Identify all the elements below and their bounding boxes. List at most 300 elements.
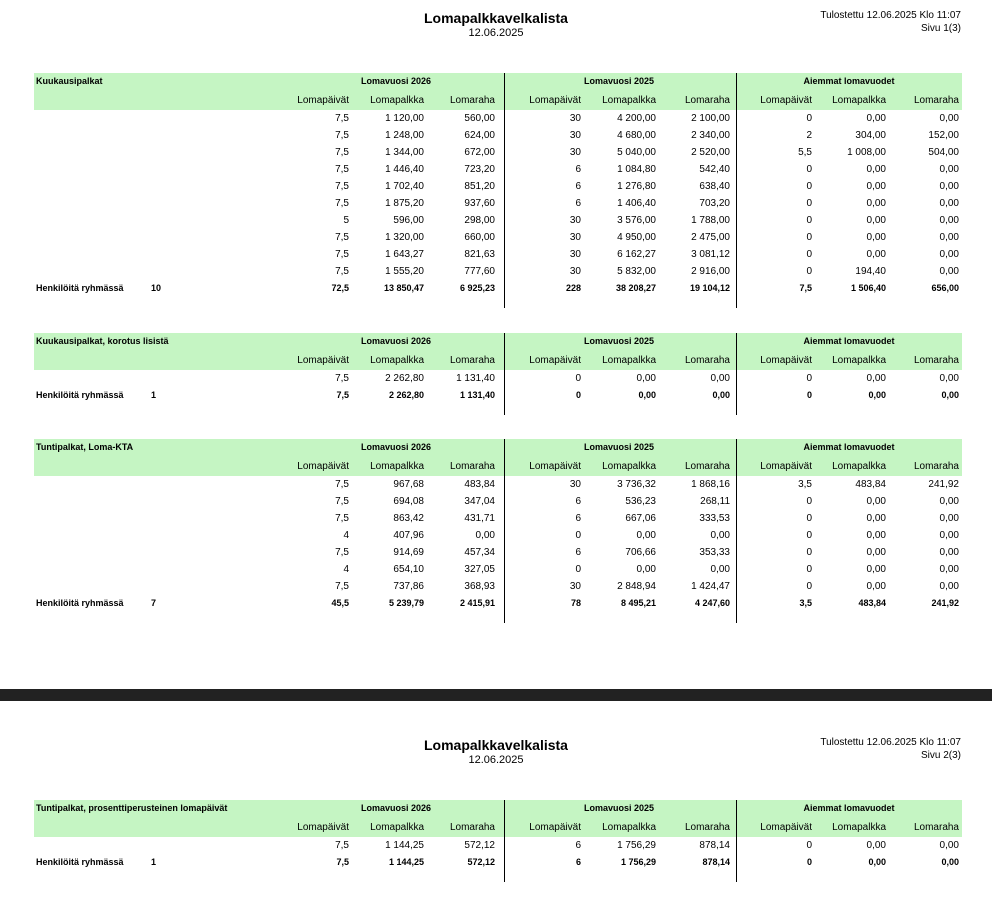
year-header: Lomavuosi 2026 xyxy=(360,803,432,813)
column-header: Lomapalkka xyxy=(370,95,424,106)
group-name: Kuukausipalkat, korotus lisistä xyxy=(36,336,169,346)
table-cell: 6 xyxy=(575,513,581,524)
table-cell: 0,00 xyxy=(710,530,730,541)
table-cell: 0 xyxy=(806,564,812,575)
table-cell: 4 xyxy=(343,530,349,541)
column-header: Lomapalkka xyxy=(602,355,656,366)
table-cell: 0 xyxy=(806,198,812,209)
table-cell: 0 xyxy=(806,249,812,260)
table-row xyxy=(34,246,962,263)
table-cell: 3 576,00 xyxy=(617,215,656,226)
year-header: Aiemmat lomavuodet xyxy=(803,336,895,346)
table-cell: 0 xyxy=(806,181,812,192)
table-cell: 5 xyxy=(343,215,349,226)
table-cell: 0 xyxy=(806,266,812,277)
column-header: Lomaraha xyxy=(684,461,730,472)
table-cell: 1 344,00 xyxy=(385,147,424,158)
year-header: Aiemmat lomavuodet xyxy=(803,442,895,452)
table-row xyxy=(34,510,962,527)
table-cell: 0 xyxy=(806,215,812,226)
table-row xyxy=(34,144,962,161)
column-header: Lomapalkka xyxy=(602,95,656,106)
column-divider xyxy=(504,333,505,415)
table-cell: 0,00 xyxy=(939,496,959,507)
table-row xyxy=(34,195,962,212)
total-label: Henkilöitä ryhmässä xyxy=(36,598,124,608)
total-cell: 656,00 xyxy=(931,283,959,293)
column-header: Lomaraha xyxy=(449,95,495,106)
column-header: Lomaraha xyxy=(684,822,730,833)
table-cell: 1 788,00 xyxy=(691,215,730,226)
table-cell: 0,00 xyxy=(866,513,886,524)
table-cell: 2 100,00 xyxy=(691,113,730,124)
table-cell: 0,00 xyxy=(866,547,886,558)
report-title: Lomapalkkavelkalista xyxy=(424,737,568,753)
table-cell: 0,00 xyxy=(636,373,656,384)
column-header-row xyxy=(34,457,962,476)
table-row xyxy=(34,110,962,127)
year-header: Aiemmat lomavuodet xyxy=(803,76,895,86)
total-cell: 6 xyxy=(575,857,581,867)
table-cell: 2 916,00 xyxy=(691,266,730,277)
table-cell: 667,06 xyxy=(625,513,656,524)
table-cell: 0,00 xyxy=(866,840,886,851)
table-cell: 937,60 xyxy=(464,198,495,209)
year-header: Lomavuosi 2025 xyxy=(583,76,655,86)
table-cell: 30 xyxy=(569,232,581,243)
table-cell: 638,40 xyxy=(699,181,730,192)
table-cell: 2 262,80 xyxy=(385,373,424,384)
table-cell: 0,00 xyxy=(866,198,886,209)
total-cell: 228 xyxy=(565,283,581,293)
table-cell: 407,96 xyxy=(393,530,424,541)
column-header: Lomapäivät xyxy=(297,461,349,472)
total-cell: 483,84 xyxy=(858,598,886,608)
table-cell: 0 xyxy=(806,373,812,384)
table-cell: 672,00 xyxy=(464,147,495,158)
total-cell: 1 506,40 xyxy=(850,283,886,293)
column-divider xyxy=(504,73,505,308)
table-cell: 0,00 xyxy=(939,530,959,541)
table-cell: 0 xyxy=(806,513,812,524)
table-cell: 572,12 xyxy=(464,840,495,851)
total-cell: 1 756,29 xyxy=(620,857,656,867)
table-cell: 0,00 xyxy=(939,215,959,226)
table-cell: 7,5 xyxy=(335,840,349,851)
year-header: Lomavuosi 2026 xyxy=(360,76,432,86)
column-header: Lomapalkka xyxy=(832,95,886,106)
table-cell: 0,00 xyxy=(475,530,495,541)
total-cell: 6 925,23 xyxy=(459,283,495,293)
table-cell: 5 040,00 xyxy=(617,147,656,158)
total-cell: 0 xyxy=(806,857,812,867)
column-header: Lomaraha xyxy=(913,95,959,106)
table-cell: 1 276,80 xyxy=(617,181,656,192)
table-cell: 0,00 xyxy=(939,232,959,243)
table-cell: 6 xyxy=(575,198,581,209)
total-cell: 0,00 xyxy=(941,857,959,867)
total-cell: 72,5 xyxy=(331,283,349,293)
total-cell: 3,5 xyxy=(799,598,812,608)
table-cell: 6 xyxy=(575,496,581,507)
column-divider xyxy=(736,800,737,882)
table-cell: 4 xyxy=(343,564,349,575)
year-header: Lomavuosi 2025 xyxy=(583,442,655,452)
table-cell: 821,63 xyxy=(464,249,495,260)
table-cell: 0,00 xyxy=(866,496,886,507)
table-cell: 0,00 xyxy=(866,215,886,226)
printed-timestamp: Tulostettu 12.06.2025 Klo 11:07 xyxy=(820,737,961,748)
total-cell: 878,14 xyxy=(702,857,730,867)
table-row xyxy=(34,578,962,595)
table-cell: 30 xyxy=(569,130,581,141)
table-cell: 30 xyxy=(569,266,581,277)
table-cell: 0,00 xyxy=(636,564,656,575)
table-cell: 6 xyxy=(575,181,581,192)
table-cell: 1 702,40 xyxy=(385,181,424,192)
table-cell: 483,84 xyxy=(464,479,495,490)
year-header: Aiemmat lomavuodet xyxy=(803,803,895,813)
table-cell: 0,00 xyxy=(939,513,959,524)
table-cell: 2 xyxy=(806,130,812,141)
table-cell: 30 xyxy=(569,215,581,226)
table-cell: 0,00 xyxy=(866,164,886,175)
table-cell: 0,00 xyxy=(939,181,959,192)
group-header-band xyxy=(34,333,962,351)
table-cell: 7,5 xyxy=(335,181,349,192)
table-cell: 7,5 xyxy=(335,147,349,158)
column-header: Lomaraha xyxy=(913,822,959,833)
total-cell: 572,12 xyxy=(467,857,495,867)
table-row xyxy=(34,263,962,280)
column-header: Lomaraha xyxy=(449,355,495,366)
table-cell: 2 475,00 xyxy=(691,232,730,243)
column-divider xyxy=(736,439,737,623)
table-cell: 431,71 xyxy=(464,513,495,524)
table-row xyxy=(34,527,962,544)
table-row xyxy=(34,493,962,510)
table-cell: 5 832,00 xyxy=(617,266,656,277)
column-header-row xyxy=(34,91,962,110)
total-cell: 38 208,27 xyxy=(615,283,656,293)
person-count: 1 xyxy=(151,390,157,400)
column-header: Lomapalkka xyxy=(602,822,656,833)
group-kuukausipalkat xyxy=(34,73,962,308)
table-cell: 30 xyxy=(569,113,581,124)
table-cell: 6 xyxy=(575,840,581,851)
column-header: Lomaraha xyxy=(913,461,959,472)
year-header: Lomavuosi 2025 xyxy=(583,336,655,346)
table-cell: 878,14 xyxy=(699,840,730,851)
table-cell: 457,34 xyxy=(464,547,495,558)
table-cell: 0,00 xyxy=(866,373,886,384)
total-cell: 1 144,25 xyxy=(388,857,424,867)
year-header: Lomavuosi 2026 xyxy=(360,336,432,346)
table-cell: 0,00 xyxy=(866,249,886,260)
report-page-2 xyxy=(0,701,992,898)
table-cell: 0,00 xyxy=(866,581,886,592)
column-header: Lomapäivät xyxy=(297,355,349,366)
table-row xyxy=(34,476,962,493)
table-cell: 0,00 xyxy=(866,530,886,541)
column-header: Lomapäivät xyxy=(529,355,581,366)
year-header: Lomavuosi 2025 xyxy=(583,803,655,813)
table-cell: 268,11 xyxy=(700,496,730,507)
table-cell: 7,5 xyxy=(335,113,349,124)
table-cell: 0,00 xyxy=(636,530,656,541)
column-header: Lomapalkka xyxy=(832,355,886,366)
table-cell: 1 144,25 xyxy=(385,840,424,851)
table-cell: 660,00 xyxy=(464,232,495,243)
table-cell: 1 424,47 xyxy=(691,581,730,592)
column-header: Lomapalkka xyxy=(602,461,656,472)
person-count: 10 xyxy=(151,283,162,293)
table-cell: 1 008,00 xyxy=(847,147,886,158)
total-cell: 13 850,47 xyxy=(383,283,424,293)
column-header: Lomapalkka xyxy=(370,822,424,833)
column-header: Lomapäivät xyxy=(760,95,812,106)
table-cell: 7,5 xyxy=(335,164,349,175)
table-cell: 2 520,00 xyxy=(691,147,730,158)
table-cell: 1 084,80 xyxy=(617,164,656,175)
table-row xyxy=(34,229,962,246)
page-number: Sivu 2(3) xyxy=(920,750,961,761)
table-cell: 30 xyxy=(569,479,581,490)
table-cell: 333,53 xyxy=(699,513,730,524)
column-header-row xyxy=(34,351,962,370)
table-row xyxy=(34,370,962,387)
column-header: Lomaraha xyxy=(684,355,730,366)
total-cell: 19 104,12 xyxy=(689,283,730,293)
table-cell: 0 xyxy=(575,530,581,541)
table-cell: 694,08 xyxy=(393,496,424,507)
table-cell: 7,5 xyxy=(335,130,349,141)
table-cell: 0,00 xyxy=(939,249,959,260)
person-count: 7 xyxy=(151,598,157,608)
table-row xyxy=(34,212,962,229)
table-cell: 0 xyxy=(806,113,812,124)
table-cell: 1 120,00 xyxy=(385,113,424,124)
table-cell: 1 756,29 xyxy=(617,840,656,851)
table-cell: 0 xyxy=(806,496,812,507)
table-cell: 536,23 xyxy=(625,496,656,507)
table-cell: 2 848,94 xyxy=(617,581,656,592)
table-cell: 596,00 xyxy=(393,215,424,226)
group-name: Tuntipalkat, Loma-KTA xyxy=(36,442,134,452)
table-cell: 0,00 xyxy=(866,232,886,243)
total-cell: 7,5 xyxy=(799,283,812,293)
table-cell: 0,00 xyxy=(939,581,959,592)
table-cell: 851,20 xyxy=(464,181,495,192)
total-cell: 45,5 xyxy=(331,598,349,608)
table-cell: 347,04 xyxy=(464,496,495,507)
table-cell: 624,00 xyxy=(464,130,495,141)
table-cell: 7,5 xyxy=(335,496,349,507)
group-total-row xyxy=(34,280,962,297)
column-header: Lomapäivät xyxy=(760,822,812,833)
table-cell: 0,00 xyxy=(939,164,959,175)
table-cell: 0,00 xyxy=(939,564,959,575)
column-header: Lomapäivät xyxy=(297,822,349,833)
table-cell: 30 xyxy=(569,249,581,260)
table-cell: 0 xyxy=(806,547,812,558)
group-tuntipalkat-loma-kta xyxy=(34,439,962,623)
table-cell: 5,5 xyxy=(798,147,812,158)
table-cell: 0,00 xyxy=(939,840,959,851)
table-cell: 0,00 xyxy=(939,373,959,384)
table-cell: 7,5 xyxy=(335,479,349,490)
report-title: Lomapalkkavelkalista xyxy=(424,10,568,26)
table-cell: 7,5 xyxy=(335,249,349,260)
total-cell: 7,5 xyxy=(336,857,349,867)
group-name: Kuukausipalkat xyxy=(36,76,103,86)
table-cell: 723,20 xyxy=(464,164,495,175)
table-cell: 2 340,00 xyxy=(691,130,730,141)
page-number: Sivu 1(3) xyxy=(920,23,961,34)
total-cell: 7,5 xyxy=(336,390,349,400)
table-cell: 6 xyxy=(575,164,581,175)
total-cell: 0,00 xyxy=(712,390,730,400)
group-kuukausipalkat-korotus xyxy=(34,333,962,415)
table-row xyxy=(34,837,962,854)
table-cell: 7,5 xyxy=(335,232,349,243)
column-header: Lomaraha xyxy=(684,95,730,106)
group-header-band xyxy=(34,73,962,91)
table-cell: 30 xyxy=(569,581,581,592)
report-date: 12.06.2025 xyxy=(468,27,524,39)
total-cell: 2 415,91 xyxy=(459,598,495,608)
table-cell: 353,33 xyxy=(699,547,730,558)
table-cell: 0,00 xyxy=(710,564,730,575)
group-total-row xyxy=(34,387,962,404)
column-header: Lomaraha xyxy=(449,461,495,472)
table-cell: 0,00 xyxy=(866,564,886,575)
table-cell: 0 xyxy=(806,232,812,243)
table-cell: 7,5 xyxy=(335,513,349,524)
table-cell: 0 xyxy=(806,164,812,175)
table-cell: 504,00 xyxy=(928,147,959,158)
column-header: Lomapalkka xyxy=(832,461,886,472)
page-header xyxy=(0,0,992,40)
page-header xyxy=(0,727,992,767)
table-row xyxy=(34,161,962,178)
total-cell: 1 131,40 xyxy=(459,390,495,400)
total-cell: 0 xyxy=(806,390,812,400)
table-cell: 7,5 xyxy=(335,373,349,384)
table-cell: 298,00 xyxy=(464,215,495,226)
total-cell: 0,00 xyxy=(868,857,886,867)
table-cell: 152,00 xyxy=(928,130,959,141)
table-cell: 0,00 xyxy=(939,547,959,558)
table-cell: 737,86 xyxy=(393,581,424,592)
table-cell: 241,92 xyxy=(928,479,959,490)
table-row xyxy=(34,178,962,195)
table-cell: 914,69 xyxy=(393,547,424,558)
table-cell: 1 248,00 xyxy=(385,130,424,141)
table-cell: 0 xyxy=(806,530,812,541)
group-header-band xyxy=(34,800,962,818)
table-cell: 967,68 xyxy=(393,479,424,490)
table-cell: 3 736,32 xyxy=(617,479,656,490)
table-cell: 542,40 xyxy=(699,164,730,175)
table-cell: 777,60 xyxy=(464,266,495,277)
table-cell: 0,00 xyxy=(866,113,886,124)
column-header-row xyxy=(34,818,962,837)
table-cell: 6 xyxy=(575,547,581,558)
total-label: Henkilöitä ryhmässä xyxy=(36,283,124,293)
table-cell: 368,93 xyxy=(464,581,495,592)
table-cell: 1 643,27 xyxy=(385,249,424,260)
table-cell: 6 162,27 xyxy=(617,249,656,260)
person-count: 1 xyxy=(151,857,157,867)
table-cell: 0 xyxy=(575,564,581,575)
table-cell: 304,00 xyxy=(855,130,886,141)
column-header: Lomapäivät xyxy=(297,95,349,106)
table-row xyxy=(34,544,962,561)
table-row xyxy=(34,127,962,144)
column-header: Lomapäivät xyxy=(760,461,812,472)
column-divider xyxy=(504,800,505,882)
group-header-band xyxy=(34,439,962,457)
column-header: Lomapalkka xyxy=(370,461,424,472)
total-cell: 0,00 xyxy=(638,390,656,400)
table-cell: 1 406,40 xyxy=(617,198,656,209)
table-cell: 0 xyxy=(575,373,581,384)
group-name: Tuntipalkat, prosenttiperusteinen lomapäivät xyxy=(36,803,228,813)
column-header: Lomaraha xyxy=(449,822,495,833)
table-cell: 703,20 xyxy=(699,198,730,209)
printed-timestamp: Tulostettu 12.06.2025 Klo 11:07 xyxy=(820,10,961,21)
total-cell: 8 495,21 xyxy=(620,598,656,608)
group-tuntipalkat-prosenttiperusteinen xyxy=(34,800,962,882)
column-header: Lomapäivät xyxy=(529,822,581,833)
page-separator xyxy=(0,689,992,701)
table-cell: 3 081,12 xyxy=(691,249,730,260)
group-total-row xyxy=(34,595,962,612)
table-cell: 0,00 xyxy=(939,266,959,277)
table-cell: 0,00 xyxy=(866,181,886,192)
table-cell: 4 680,00 xyxy=(617,130,656,141)
total-cell: 4 247,60 xyxy=(694,598,730,608)
column-header: Lomapäivät xyxy=(529,461,581,472)
column-header: Lomapalkka xyxy=(832,822,886,833)
column-divider xyxy=(736,333,737,415)
table-cell: 7,5 xyxy=(335,547,349,558)
total-cell: 0,00 xyxy=(941,390,959,400)
column-header: Lomapalkka xyxy=(370,355,424,366)
column-header: Lomaraha xyxy=(913,355,959,366)
column-divider xyxy=(736,73,737,308)
column-header: Lomapäivät xyxy=(760,355,812,366)
report-date: 12.06.2025 xyxy=(468,754,524,766)
total-cell: 0,00 xyxy=(868,390,886,400)
table-cell: 30 xyxy=(569,147,581,158)
total-label: Henkilöitä ryhmässä xyxy=(36,857,124,867)
table-cell: 0 xyxy=(806,840,812,851)
table-cell: 1 446,40 xyxy=(385,164,424,175)
table-cell: 327,05 xyxy=(464,564,495,575)
total-cell: 0 xyxy=(575,390,581,400)
table-cell: 4 200,00 xyxy=(617,113,656,124)
table-cell: 3,5 xyxy=(798,479,812,490)
table-cell: 0,00 xyxy=(710,373,730,384)
table-cell: 7,5 xyxy=(335,581,349,592)
total-cell: 78 xyxy=(570,598,581,608)
year-header: Lomavuosi 2026 xyxy=(360,442,432,452)
table-cell: 1 868,16 xyxy=(691,479,730,490)
table-cell: 654,10 xyxy=(393,564,424,575)
table-row xyxy=(34,561,962,578)
